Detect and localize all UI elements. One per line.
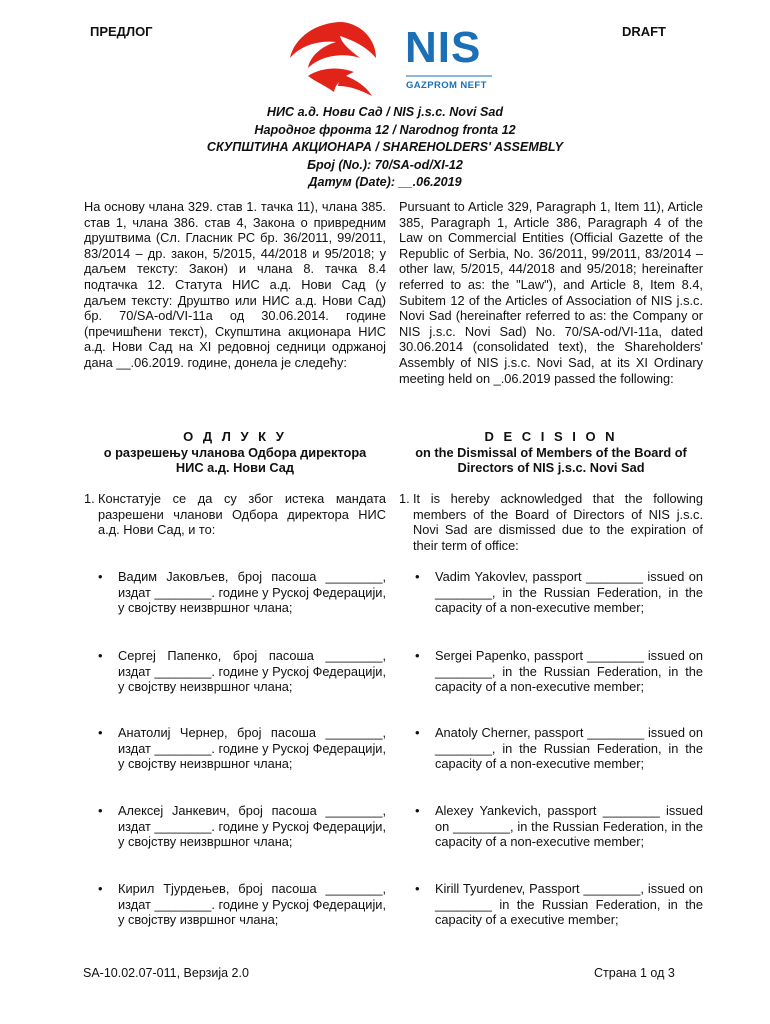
page-number: Страна 1 од 3 <box>594 966 675 980</box>
item-1-en <box>399 491 703 553</box>
decision-subtitle-en-2: Directors of NIS j.s.c. Novi Sad <box>457 460 645 476</box>
bullet-icon: • <box>98 803 103 818</box>
decision-heading-en: D E C I S I O N <box>484 429 618 444</box>
heading-address: Народног фронта 12 / Narodnog fronta 12 <box>254 122 516 137</box>
bullet-icon: • <box>415 569 420 584</box>
list-item <box>415 881 703 928</box>
heading-company: НИС а.д. Нови Сад / NIS j.s.c. Novi Sad <box>266 105 504 119</box>
member-text-sr: Вадим Јаковљев, број пасоша ________, издат ________. године у Руској Федерацији, у својству неизвршног члана; <box>118 569 386 616</box>
draft-label-sr: ПРЕДЛОГ <box>90 24 153 39</box>
bullet-icon: • <box>415 725 420 740</box>
list-item <box>98 725 386 772</box>
draft-label-en: DRAFT <box>621 24 666 39</box>
member-text-en: Kirill Tyurdenev, Passport ________, issued on ________ in the Russian Federation, in the capacity of a executive member; <box>435 881 703 928</box>
member-text-en: Vadim Yakovlev, passport ________ issued on ________, in the Russian Federation, in the capacity of a non-executive member; <box>435 569 703 616</box>
item-number: 1. <box>399 491 410 506</box>
member-text-sr: Сергеј Папенко, број пасоша ________, издат ________. године у Руској Федерацији, у својству неизвршног члана; <box>118 648 386 695</box>
member-text-en: Sergei Papenko, passport ________ issued on ________, in the Russian Federation, in the capacity of a non-executive member; <box>435 648 703 695</box>
bullet-icon: • <box>98 881 103 896</box>
list-item <box>98 881 386 928</box>
list-item <box>415 569 703 616</box>
member-text-en: Anatoly Cherner, passport ________ issued on ________, in the Russian Federation, in the capacity of a non-executive member; <box>435 725 703 772</box>
list-item <box>415 803 703 850</box>
item-number: 1. <box>84 491 95 506</box>
list-item <box>98 803 386 850</box>
heading-date: Датум (Date): __.06.2019 <box>308 175 462 189</box>
heading-number: Број (No.): 70/SA-od/XI-12 <box>307 157 463 172</box>
list-item <box>415 648 703 695</box>
preamble-en: Pursuant to Article 329, Paragraph 1, Item 11), Article 385, Paragraph 1, Article 386, Paragraph 4 of the Law on Commercial Entities (Official Gazette of the Republic of Serbia, No. 36/2011, 99/2011, 83/2014 – other law, 5/2015, 44/2018 and 95/2018; hereinafter referred to as: the "Law"), and Article 8, Item 8.4, Subitem 12 of the Articles of Association of NIS j.s.c. Novi Sad (hereinafter referred to as: the Company or NIS j.s.c. Novi Sad) No. 70/SA-od/VI-11a, dated 30.06.2014 (consolidated text), the Shareholders' Assembly of NIS j.s.c. Novi Sad, at its XI Ordinary meeting held on _.06.2019 passed the following: <box>399 199 703 386</box>
bullet-icon: • <box>98 725 103 740</box>
list-item <box>98 569 386 616</box>
document-heading <box>0 104 770 192</box>
decision-title-sr <box>84 429 386 476</box>
decision-subtitle-en-1: on the Dismissal of Members of the Board of <box>415 444 687 460</box>
list-item <box>415 725 703 772</box>
bullet-icon: • <box>98 569 103 584</box>
decision-subtitle-sr-2: НИС а.д. Нови Сад <box>175 460 295 476</box>
member-text-sr: Кирил Тјурдењев, број пасоша ________, издат ________. године у Руској Федерацији, у својству извршног члана; <box>118 881 386 928</box>
member-text-sr: Алексеј Јанкевич, број пасоша ________, издат ________. године у Руској Федерацији, у својству неизвршног члана; <box>118 803 386 850</box>
logo-subtitle: GAZPROM NEFT <box>406 80 487 91</box>
decision-title-en <box>399 429 703 476</box>
bullet-icon: • <box>415 803 420 818</box>
item-1-sr <box>84 491 386 538</box>
preamble-sr: На основу члана 329. став 1. тачка 11), члана 385. став 1, члана 386. став 4, Закона о привредним друштвима (Сл. Гласник РС бр. 36/2011, 99/2011, 83/2014 – др. закон, 5/2015, 44/2018 и 95/2018; у даљем тексту: Закон) и члана 8. тачка 8.4 подтачка 12. Статута НИС а.д. Нови Сад (у даљем тексту: Друштво или НИС а.д. Нови Сад) бр. 70/SA-od/VI-11а од 30.06.2014. године (пречишћени текст), Скупштина акционара НИС а.д. Нови Сад на XI редовној седници одржаној дана __.06.2019. године, донела је следећу: <box>84 199 386 370</box>
heading-body: СКУПШТИНА АКЦИОНАРА / SHAREHOLDERS' ASSEMBLY <box>206 140 564 154</box>
item-1-text-en: It is hereby acknowledged that the following members of the Board of Directors of NIS j.s.c. Novi Sad are dismissed due to the expiration of their term of office: <box>413 491 703 553</box>
document-code: SA-10.02.07-011, Верзија 2.0 <box>83 966 249 980</box>
decision-subtitle-sr-1: о разрешењу чланова Одбора директора <box>103 444 367 460</box>
bullet-icon: • <box>415 881 420 896</box>
decision-heading-sr: О Д Л У К У <box>183 429 287 444</box>
member-text-en: Alexey Yankevich, passport ________ issued on ________, in the Russian Federation, in the capacity of a non-executive member; <box>435 803 703 850</box>
bullet-icon: • <box>98 648 103 663</box>
item-1-text-sr: Констатује се да су због истека мандата разрешени чланови Одбора директора НИС а.д. Нови Сад, и то: <box>98 491 386 538</box>
bullet-icon: • <box>415 648 420 663</box>
logo-wordmark: NIS <box>405 23 482 72</box>
member-text-sr: Анатолиј Чернер, број пасоша ________, издат ________. године у Руској Федерацији, у својству неизвршног члана; <box>118 725 386 772</box>
list-item <box>98 648 386 695</box>
